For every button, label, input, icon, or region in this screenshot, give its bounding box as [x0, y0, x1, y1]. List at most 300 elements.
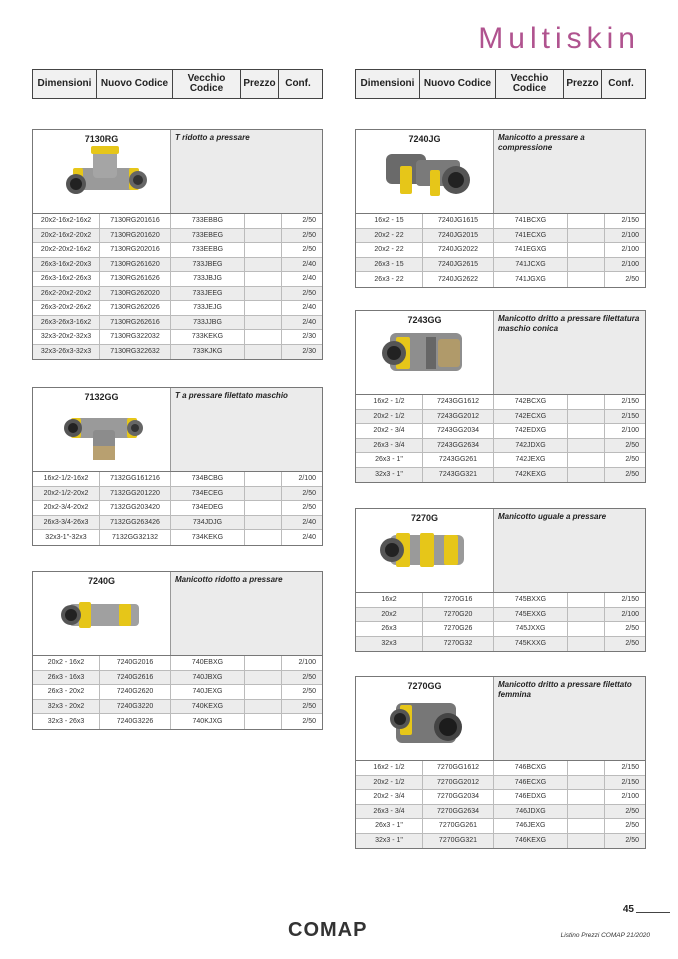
cell-dimensioni: 20x2 - 22	[356, 243, 423, 257]
cell-conf: 2/50	[302, 702, 316, 710]
col-nuovo-codice: Nuovo Codice	[97, 70, 173, 98]
cell-nuovo-codice: 7243GG2012	[423, 410, 494, 424]
cell-conf: 2/50	[625, 625, 639, 633]
cell-conf: 2/40	[302, 518, 316, 526]
cell-nuovo-codice: 7240G2616	[100, 671, 171, 685]
cell-prezzo	[568, 593, 605, 607]
cell-prezzo	[568, 214, 605, 228]
logo-text: COMAP	[288, 919, 368, 939]
cell-nuovo-codice: 7130RG201620	[100, 229, 171, 243]
cell-vecchio-codice: 733EBBG	[171, 214, 245, 228]
cell-vecchio-codice: 741EGXG	[494, 243, 568, 257]
cell-nuovo-codice: 7270G20	[423, 608, 494, 622]
cell-dimensioni: 32x3-20x2-32x3	[33, 330, 100, 344]
cell-prezzo	[245, 501, 282, 515]
cell-nuovo-codice: 7243GG2034	[423, 424, 494, 438]
cell-dimensioni: 20x2-20x2-16x2	[33, 243, 100, 257]
product-image	[356, 130, 494, 213]
cell-prezzo	[568, 805, 605, 819]
cell-vecchio-codice: 733KEKG	[171, 330, 245, 344]
cell-prezzo	[568, 790, 605, 804]
cell-conf: 2/150	[621, 764, 639, 772]
table-row	[33, 243, 322, 258]
product-code: 7240JG	[408, 134, 441, 144]
product-description: Manicotto dritto a pressare filettatura maschio conica	[494, 311, 645, 394]
table-row	[33, 229, 322, 244]
cell-prezzo	[568, 258, 605, 272]
col-conf: Conf.	[608, 78, 634, 89]
cell-prezzo	[568, 243, 605, 257]
product-rows	[33, 472, 322, 545]
product-rows	[356, 761, 645, 848]
cell-conf: 2/50	[625, 822, 639, 830]
product-image	[356, 509, 494, 592]
cell-prezzo	[568, 272, 605, 287]
cell-nuovo-codice: 7240G2620	[100, 685, 171, 699]
table-row	[33, 472, 322, 487]
cell-conf: 2/150	[621, 412, 639, 420]
table-row	[33, 656, 322, 671]
cell-conf: 2/100	[621, 231, 639, 239]
cell-conf: 2/50	[302, 504, 316, 512]
cell-dimensioni: 20x2	[356, 608, 423, 622]
col-prezzo: Prezzo	[241, 70, 279, 98]
product-block-7243GG	[355, 310, 646, 483]
table-row	[356, 229, 645, 244]
cell-nuovo-codice: 7130RG261626	[100, 272, 171, 286]
cell-dimensioni: 32x3 - 20x2	[33, 700, 100, 714]
cell-dimensioni: 20x2 - 16x2	[33, 656, 100, 670]
tee-threaded-fitting-icon	[33, 388, 171, 472]
table-row	[356, 424, 645, 439]
col-vecchio-codice: Vecchio Codice	[496, 70, 564, 98]
cell-vecchio-codice: 734BCBG	[171, 472, 245, 486]
cell-conf: 2/100	[621, 793, 639, 801]
cell-dimensioni: 16x2	[356, 593, 423, 607]
cell-vecchio-codice: 733JEJG	[171, 301, 245, 315]
table-row	[33, 530, 322, 545]
cell-conf: 2/50	[302, 688, 316, 696]
table-row	[356, 439, 645, 454]
cell-prezzo	[568, 637, 605, 652]
cell-nuovo-codice: 7270G16	[423, 593, 494, 607]
cell-nuovo-codice: 7243GG1612	[423, 395, 494, 409]
cell-conf: 2/150	[621, 398, 639, 406]
product-image	[33, 130, 171, 213]
cell-nuovo-codice: 7130RG322032	[100, 330, 171, 344]
cell-dimensioni: 16x2-1/2-16x2	[33, 472, 100, 486]
cell-conf: 2/100	[298, 659, 316, 667]
table-row	[356, 761, 645, 776]
cell-nuovo-codice: 7270GG1612	[423, 761, 494, 775]
table-row	[356, 819, 645, 834]
cell-prezzo	[568, 819, 605, 833]
comap-logo	[288, 919, 392, 939]
product-code: 7270GG	[407, 681, 442, 691]
product-block-7270GG	[355, 676, 646, 849]
cell-conf: 2/100	[621, 427, 639, 435]
cell-conf: 2/40	[302, 275, 316, 283]
table-row	[33, 301, 322, 316]
product-description: T a pressare filettato maschio	[171, 388, 322, 471]
cell-prezzo	[568, 424, 605, 438]
table-row	[356, 776, 645, 791]
cell-prezzo	[245, 272, 282, 286]
cell-prezzo	[245, 656, 282, 670]
cell-prezzo	[568, 439, 605, 453]
product-rows	[356, 395, 645, 482]
cell-conf: 2/40	[302, 260, 316, 268]
table-row	[33, 345, 322, 360]
cell-prezzo	[568, 410, 605, 424]
cell-prezzo	[245, 671, 282, 685]
cell-vecchio-codice: 740KJXG	[171, 714, 245, 729]
cell-dimensioni: 26x3 - 22	[356, 272, 423, 287]
cell-conf: 2/50	[302, 231, 316, 239]
cell-dimensioni: 26x3 - 3/4	[356, 439, 423, 453]
cell-nuovo-codice: 7132GG203420	[100, 501, 171, 515]
cell-vecchio-codice: 742JDXG	[494, 439, 568, 453]
table-row	[33, 316, 322, 331]
cell-vecchio-codice: 734ECEG	[171, 487, 245, 501]
cell-prezzo	[245, 316, 282, 330]
table-row	[33, 330, 322, 345]
cell-dimensioni: 26x3-3/4-26x3	[33, 516, 100, 530]
cell-nuovo-codice: 7240JG1615	[423, 214, 494, 228]
cell-prezzo	[568, 776, 605, 790]
cell-vecchio-codice: 733EEBG	[171, 243, 245, 257]
cell-conf: 2/100	[621, 610, 639, 618]
cell-conf: 2/50	[302, 246, 316, 254]
cell-conf: 2/50	[625, 837, 639, 845]
table-row	[356, 453, 645, 468]
table-header-right	[355, 69, 646, 99]
cell-prezzo	[245, 472, 282, 486]
table-row	[33, 214, 322, 229]
cell-nuovo-codice: 7240JG2622	[423, 272, 494, 287]
cell-vecchio-codice: 746KEXG	[494, 834, 568, 849]
cell-vecchio-codice: 733JJBG	[171, 316, 245, 330]
cell-prezzo	[568, 608, 605, 622]
table-row	[356, 790, 645, 805]
cell-conf: 2/50	[302, 217, 316, 225]
cell-nuovo-codice: 7132GG201220	[100, 487, 171, 501]
table-row	[356, 258, 645, 273]
cell-conf: 2/50	[302, 289, 316, 297]
cell-nuovo-codice: 7130RG261620	[100, 258, 171, 272]
cell-dimensioni: 26x2-20x2-20x2	[33, 287, 100, 301]
cell-conf: 2/50	[625, 441, 639, 449]
cell-dimensioni: 26x3 - 1"	[356, 819, 423, 833]
table-row	[33, 258, 322, 273]
product-rows	[33, 214, 322, 359]
product-image	[356, 311, 494, 394]
cell-prezzo	[245, 258, 282, 272]
table-row	[33, 501, 322, 516]
cell-conf: 2/100	[621, 260, 639, 268]
product-image	[356, 677, 494, 760]
col-dimensioni: Dimensioni	[33, 70, 97, 98]
cell-dimensioni: 20x2 - 22	[356, 229, 423, 243]
product-code: 7130RG	[84, 134, 119, 144]
product-code: 7270G	[410, 513, 439, 523]
page-number-rule	[636, 912, 670, 913]
cell-vecchio-codice: 745JXXG	[494, 622, 568, 636]
cell-vecchio-codice: 741BCXG	[494, 214, 568, 228]
cell-dimensioni: 20x2 - 3/4	[356, 424, 423, 438]
cell-dimensioni: 20x2 - 3/4	[356, 790, 423, 804]
cell-vecchio-codice: 733JEEG	[171, 287, 245, 301]
product-image	[33, 388, 171, 471]
cell-vecchio-codice: 745BXXG	[494, 593, 568, 607]
coupling-fitting-icon	[356, 509, 494, 593]
product-description: Manicotto dritto a pressare filettato femmina	[494, 677, 645, 760]
table-row	[356, 805, 645, 820]
col-conf: Conf.	[285, 78, 311, 89]
cell-prezzo	[245, 229, 282, 243]
table-row	[356, 243, 645, 258]
cell-dimensioni: 32x3 - 1"	[356, 468, 423, 483]
cell-nuovo-codice: 7240JG2022	[423, 243, 494, 257]
cell-dimensioni: 16x2 - 15	[356, 214, 423, 228]
table-row	[356, 214, 645, 229]
cell-conf: 2/100	[298, 475, 316, 483]
cell-nuovo-codice: 7270GG2034	[423, 790, 494, 804]
cell-vecchio-codice: 740KEXG	[171, 700, 245, 714]
table-row	[33, 287, 322, 302]
cell-nuovo-codice: 7130RG262020	[100, 287, 171, 301]
cell-dimensioni: 20x2-16x2-20x2	[33, 229, 100, 243]
cell-nuovo-codice: 7132GG161216	[100, 472, 171, 486]
cell-conf: 2/150	[621, 217, 639, 225]
cell-conf: 2/50	[625, 640, 639, 648]
table-row	[356, 410, 645, 425]
cell-conf: 2/150	[621, 596, 639, 604]
cell-vecchio-codice: 733KJKG	[171, 345, 245, 360]
cell-dimensioni: 32x3-26x3-32x3	[33, 345, 100, 360]
cell-dimensioni: 20x2-16x2-16x2	[33, 214, 100, 228]
cell-conf: 2/30	[302, 348, 316, 356]
table-row	[356, 593, 645, 608]
cell-vecchio-codice: 741JGXG	[494, 272, 568, 287]
cell-dimensioni: 32x3 - 26x3	[33, 714, 100, 729]
cell-nuovo-codice: 7132GG263426	[100, 516, 171, 530]
product-code: 7132GG	[84, 392, 119, 402]
table-row	[356, 637, 645, 652]
cell-dimensioni: 20x2 - 1/2	[356, 410, 423, 424]
table-row	[33, 487, 322, 502]
cell-dimensioni: 26x3-16x2-26x3	[33, 272, 100, 286]
cell-conf: 2/150	[621, 778, 639, 786]
product-description: T ridotto a pressare	[171, 130, 322, 213]
cell-prezzo	[568, 622, 605, 636]
cell-vecchio-codice: 742EDXG	[494, 424, 568, 438]
cell-vecchio-codice: 741ECXG	[494, 229, 568, 243]
cell-vecchio-codice: 741JCXG	[494, 258, 568, 272]
cell-nuovo-codice: 7270GG321	[423, 834, 494, 849]
cell-nuovo-codice: 7240G2016	[100, 656, 171, 670]
cell-conf: 2/100	[621, 246, 639, 254]
cell-prezzo	[245, 714, 282, 729]
cell-dimensioni: 26x3 - 1"	[356, 453, 423, 467]
male-threaded-fitting-icon	[356, 311, 494, 395]
product-description: Manicotto ridotto a pressare	[171, 572, 322, 655]
cell-nuovo-codice: 7240G3220	[100, 700, 171, 714]
table-row	[33, 700, 322, 715]
product-code: 7240G	[87, 576, 116, 586]
cell-vecchio-codice: 740JBXG	[171, 671, 245, 685]
cell-vecchio-codice: 746BCXG	[494, 761, 568, 775]
cell-dimensioni: 16x2 - 1/2	[356, 395, 423, 409]
cell-vecchio-codice: 742KEXG	[494, 468, 568, 483]
compression-fitting-icon	[356, 130, 494, 214]
cell-nuovo-codice: 7240JG2015	[423, 229, 494, 243]
cell-vecchio-codice: 745KXXG	[494, 637, 568, 652]
cell-conf: 2/40	[302, 304, 316, 312]
cell-dimensioni: 26x3-20x2-26x2	[33, 301, 100, 315]
cell-vecchio-codice: 746EDXG	[494, 790, 568, 804]
cell-prezzo	[245, 516, 282, 530]
table-row	[356, 622, 645, 637]
product-description: Manicotto uguale a pressare	[494, 509, 645, 592]
product-block-7270G	[355, 508, 646, 652]
cell-conf: 2/40	[302, 533, 316, 541]
table-row	[356, 395, 645, 410]
cell-dimensioni: 32x3-1"-32x3	[33, 530, 100, 545]
cell-vecchio-codice: 734KEKG	[171, 530, 245, 545]
col-vecchio-codice: Vecchio Codice	[173, 70, 241, 98]
table-row	[33, 671, 322, 686]
cell-nuovo-codice: 7270GG2012	[423, 776, 494, 790]
cell-vecchio-codice: 742BCXG	[494, 395, 568, 409]
cell-nuovo-codice: 7130RG322632	[100, 345, 171, 360]
cell-conf: 2/50	[625, 456, 639, 464]
cell-prezzo	[245, 700, 282, 714]
cell-prezzo	[245, 330, 282, 344]
cell-dimensioni: 26x3-26x3-16x2	[33, 316, 100, 330]
cell-dimensioni: 26x3	[356, 622, 423, 636]
footer-note: Listino Prezzi COMAP 21/2020	[560, 932, 650, 939]
product-block-7240JG	[355, 129, 646, 288]
cell-dimensioni: 32x3 - 1"	[356, 834, 423, 849]
cell-prezzo	[568, 229, 605, 243]
cell-nuovo-codice: 7130RG262616	[100, 316, 171, 330]
female-threaded-fitting-icon	[356, 677, 494, 761]
product-block-7240G	[32, 571, 323, 730]
cell-prezzo	[568, 761, 605, 775]
cell-prezzo	[245, 685, 282, 699]
product-code: 7243GG	[407, 315, 442, 325]
cell-conf: 2/50	[302, 717, 316, 725]
cell-dimensioni: 26x3 - 15	[356, 258, 423, 272]
cell-prezzo	[245, 287, 282, 301]
cell-vecchio-codice: 742ECXG	[494, 410, 568, 424]
cell-dimensioni: 26x3 - 3/4	[356, 805, 423, 819]
cell-prezzo	[245, 487, 282, 501]
cell-prezzo	[245, 530, 282, 545]
cell-nuovo-codice: 7243GG321	[423, 468, 494, 483]
cell-prezzo	[568, 834, 605, 849]
cell-dimensioni: 20x2 - 1/2	[356, 776, 423, 790]
product-image	[33, 572, 171, 655]
reducer-fitting-icon	[33, 572, 171, 656]
cell-nuovo-codice: 7243GG261	[423, 453, 494, 467]
page-number: 45	[622, 904, 634, 915]
product-rows	[33, 656, 322, 729]
cell-vecchio-codice: 733JBEG	[171, 258, 245, 272]
cell-nuovo-codice: 7132GG32132	[100, 530, 171, 545]
table-row	[33, 516, 322, 531]
cell-conf: 2/50	[302, 673, 316, 681]
cell-prezzo	[568, 468, 605, 483]
cell-dimensioni: 16x2 - 1/2	[356, 761, 423, 775]
cell-vecchio-codice: 740EBXG	[171, 656, 245, 670]
cell-vecchio-codice: 746ECXG	[494, 776, 568, 790]
table-row	[356, 272, 645, 287]
cell-nuovo-codice: 7240JG2615	[423, 258, 494, 272]
table-row	[33, 714, 322, 729]
cell-nuovo-codice: 7130RG202016	[100, 243, 171, 257]
cell-conf: 2/30	[302, 333, 316, 341]
cell-vecchio-codice: 745EXXG	[494, 608, 568, 622]
tee-fitting-icon	[33, 130, 171, 214]
cell-prezzo	[245, 301, 282, 315]
cell-conf: 2/50	[625, 471, 639, 479]
cell-dimensioni: 26x3-16x2-20x3	[33, 258, 100, 272]
col-dimensioni: Dimensioni	[356, 70, 420, 98]
table-row	[33, 685, 322, 700]
cell-conf: 2/50	[302, 489, 316, 497]
col-nuovo-codice: Nuovo Codice	[420, 70, 496, 98]
product-block-7130RG	[32, 129, 323, 360]
product-description: Manicotto a pressare a compressione	[494, 130, 645, 213]
product-rows	[356, 593, 645, 651]
cell-nuovo-codice: 7240G3226	[100, 714, 171, 729]
cell-vecchio-codice: 746JEXG	[494, 819, 568, 833]
table-row	[356, 608, 645, 623]
cell-nuovo-codice: 7270GG261	[423, 819, 494, 833]
cell-nuovo-codice: 7130RG201616	[100, 214, 171, 228]
cell-conf: 2/40	[302, 318, 316, 326]
table-row	[356, 834, 645, 849]
cell-conf: 2/50	[625, 807, 639, 815]
col-prezzo: Prezzo	[564, 70, 602, 98]
cell-vecchio-codice: 734JDJG	[171, 516, 245, 530]
cell-vecchio-codice: 733JBJG	[171, 272, 245, 286]
cell-dimensioni: 32x3	[356, 637, 423, 652]
product-block-7132GG	[32, 387, 323, 546]
cell-dimensioni: 26x3 - 20x2	[33, 685, 100, 699]
cell-prezzo	[568, 453, 605, 467]
cell-prezzo	[245, 243, 282, 257]
cell-nuovo-codice: 7243GG2634	[423, 439, 494, 453]
cell-dimensioni: 20x2-3/4-20x2	[33, 501, 100, 515]
cell-nuovo-codice: 7270GG2634	[423, 805, 494, 819]
table-row	[33, 272, 322, 287]
cell-dimensioni: 20x2-1/2-20x2	[33, 487, 100, 501]
cell-nuovo-codice: 7270G32	[423, 637, 494, 652]
table-header-left	[32, 69, 323, 99]
cell-vecchio-codice: 733EBEG	[171, 229, 245, 243]
brand-title: Multiskin	[478, 22, 640, 55]
cell-vecchio-codice: 746JDXG	[494, 805, 568, 819]
cell-vecchio-codice: 742JEXG	[494, 453, 568, 467]
product-rows	[356, 214, 645, 287]
cell-prezzo	[568, 395, 605, 409]
cell-vecchio-codice: 734EDEG	[171, 501, 245, 515]
cell-nuovo-codice: 7130RG262026	[100, 301, 171, 315]
cell-nuovo-codice: 7270G26	[423, 622, 494, 636]
